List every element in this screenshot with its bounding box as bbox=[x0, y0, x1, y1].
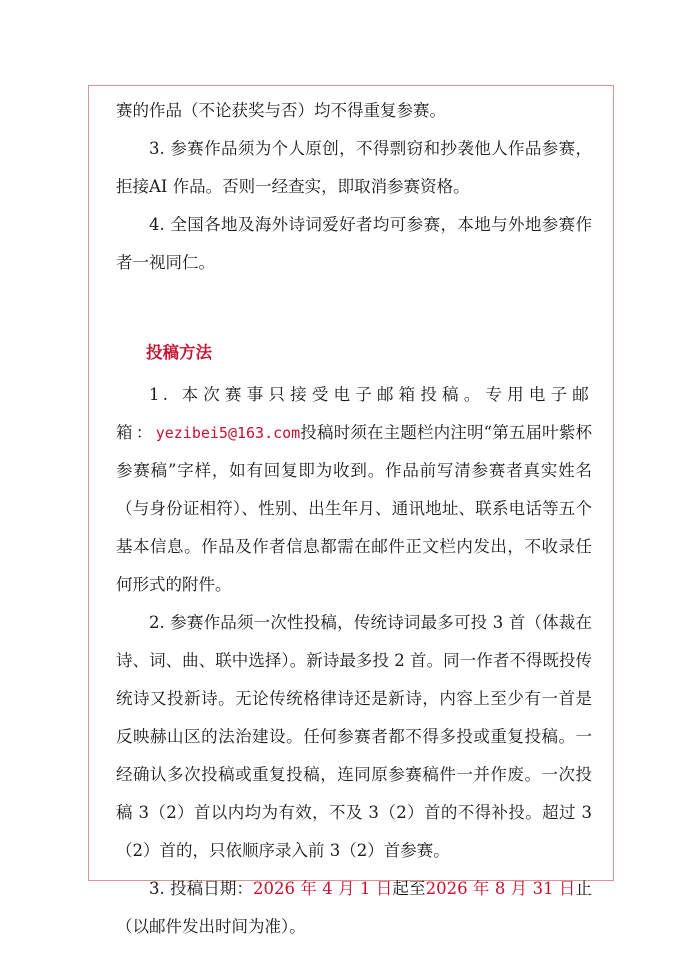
submission-item-1-body: 投稿时须在主题栏内注明“第五届叶紫杯参赛稿”字样，如有回复即为收到。作品前写清参赛者真实姓名（与身份证相符）、性别、出生年月、通讯地址、联系电话等五个基本信息。作品及作者信息都需在邮件正文栏内发出，不收录任何形式的附件。 bbox=[116, 423, 592, 594]
rule-item-3: 3. 参赛作品须为个人原创，不得剽窃和抄袭他人作品参赛，拒接AI 作品。否则一经查实，即取消参赛资格。 bbox=[116, 139, 592, 196]
submission-item-2: 2. 参赛作品须一次性投稿，传统诗词最多可投 3 首（体裁在诗、词、曲、联中选择）。新诗最多投 2 首。同一作者不得既投传统诗又投新诗。无论传统格律诗还是新诗，内容上至少有一首是反映赫山区的法治建设。任何参赛者都不得多投或重复投稿。一经确认多次投稿或重复投稿，连同原参赛稿件一并作废。一次投稿 3（2）首以内均为有效，不及 3（2）首的不得补投。超过 3（2）首的，只依顺序录入前 3（2）首参赛。 bbox=[116, 613, 592, 860]
submission-item-1-lead: 1. 本次赛事只接受电子邮箱投稿。专用电子邮箱： bbox=[116, 385, 592, 442]
submission-end-date: 2026 年 8 月 31 日 bbox=[425, 879, 576, 898]
submission-item-3-mid: 起至 bbox=[392, 879, 426, 898]
submission-start-date: 2026 年 4 月 1 日 bbox=[253, 879, 393, 898]
rule-item-2-continuation: 赛的作品（不论获奖与否）均不得重复参赛。 bbox=[116, 101, 446, 120]
section-spacer bbox=[116, 282, 592, 320]
submission-item-3 bbox=[116, 870, 592, 946]
submission-item-3-tail: 止（以邮件发出时间为准）。 bbox=[116, 879, 592, 936]
rule-item-4: 4. 全国各地及海外诗词爱好者均可参赛，本地与外地参赛作者一视同仁。 bbox=[116, 215, 592, 272]
submission-item-3-lead: 3. 投稿日期： bbox=[149, 879, 254, 898]
document-body bbox=[116, 92, 592, 946]
section-heading-submission: 投稿方法 bbox=[146, 343, 212, 362]
submission-item-1 bbox=[116, 376, 592, 604]
contest-email-link[interactable]: yezibei5@163.com bbox=[155, 424, 301, 442]
